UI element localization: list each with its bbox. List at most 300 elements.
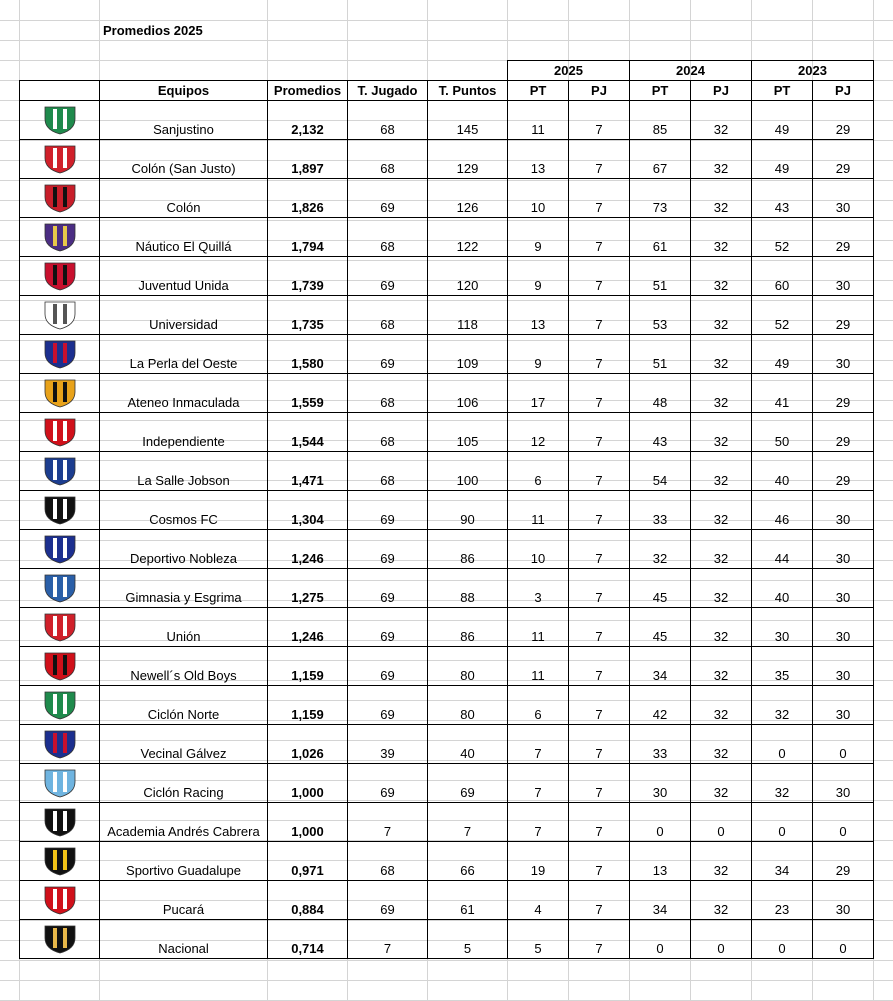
pt-2023-value: 0 xyxy=(752,725,813,764)
pt-2024-header: PT xyxy=(630,81,691,101)
t-puntos-value: 88 xyxy=(428,569,508,608)
pt-2025-value: 6 xyxy=(508,452,569,491)
t-jugado-value: 69 xyxy=(348,647,428,686)
team-row xyxy=(20,179,874,218)
pj-2023-value: 30 xyxy=(813,569,874,608)
team-name: Colón (San Justo) xyxy=(100,140,268,179)
pt-2025-value: 11 xyxy=(508,491,569,530)
pt-2023-value: 60 xyxy=(752,257,813,296)
t-jugado-value: 69 xyxy=(348,686,428,725)
team-row xyxy=(20,140,874,179)
team-row xyxy=(20,452,874,491)
team-logo-cell xyxy=(20,881,100,920)
t-puntos-value: 129 xyxy=(428,140,508,179)
team-crest-icon xyxy=(40,846,80,876)
pt-2023-value: 52 xyxy=(752,296,813,335)
pj-2025-value: 7 xyxy=(569,530,630,569)
t-jugado-value: 68 xyxy=(348,218,428,257)
t-jugado-value: 69 xyxy=(348,608,428,647)
team-crest-icon xyxy=(40,105,80,135)
pj-2023-value: 29 xyxy=(813,452,874,491)
t-jugado-value: 68 xyxy=(348,374,428,413)
team-logo-cell xyxy=(20,374,100,413)
pj-2023-value: 0 xyxy=(813,725,874,764)
t-jugado-value: 7 xyxy=(348,803,428,842)
team-logo-cell xyxy=(20,101,100,140)
pt-2023-value: 23 xyxy=(752,881,813,920)
team-crest-icon xyxy=(40,300,80,330)
pt-2023-value: 44 xyxy=(752,530,813,569)
promedios-header: Promedios xyxy=(268,81,348,101)
team-name: Ciclón Racing xyxy=(100,764,268,803)
t-puntos-value: 126 xyxy=(428,179,508,218)
pj-2024-value: 32 xyxy=(691,374,752,413)
promedio-value: 1,246 xyxy=(268,608,348,647)
t-puntos-value: 7 xyxy=(428,803,508,842)
pt-2023-value: 49 xyxy=(752,140,813,179)
pj-2025-value: 7 xyxy=(569,296,630,335)
t-jugado-value: 68 xyxy=(348,296,428,335)
team-logo-cell xyxy=(20,218,100,257)
pj-2025-value: 7 xyxy=(569,803,630,842)
pj-2025-value: 7 xyxy=(569,569,630,608)
pt-2025-value: 9 xyxy=(508,218,569,257)
pj-2025-value: 7 xyxy=(569,374,630,413)
team-name: Pucará xyxy=(100,881,268,920)
promedio-value: 1,000 xyxy=(268,764,348,803)
promedio-value: 0,884 xyxy=(268,881,348,920)
pj-2025-value: 7 xyxy=(569,413,630,452)
team-logo-cell xyxy=(20,842,100,881)
team-row xyxy=(20,569,874,608)
pj-2024-value: 32 xyxy=(691,608,752,647)
pj-2023-value: 30 xyxy=(813,881,874,920)
pt-2024-value: 73 xyxy=(630,179,691,218)
pt-2024-value: 43 xyxy=(630,413,691,452)
page-title: Promedios 2025 xyxy=(103,23,203,38)
t-jugado-value: 69 xyxy=(348,335,428,374)
pt-2025-value: 6 xyxy=(508,686,569,725)
team-name: Nacional xyxy=(100,920,268,959)
team-logo-cell xyxy=(20,140,100,179)
team-name: Sanjustino xyxy=(100,101,268,140)
pj-2025-value: 7 xyxy=(569,842,630,881)
team-row xyxy=(20,101,874,140)
pj-2023-value: 29 xyxy=(813,413,874,452)
pt-2023-header: PT xyxy=(752,81,813,101)
team-row xyxy=(20,686,874,725)
pj-2023-value: 0 xyxy=(813,920,874,959)
team-name: Sportivo Guadalupe xyxy=(100,842,268,881)
team-crest-icon xyxy=(40,183,80,213)
promedio-value: 1,739 xyxy=(268,257,348,296)
pt-2024-value: 34 xyxy=(630,881,691,920)
team-name: Ateneo Inmaculada xyxy=(100,374,268,413)
pj-2023-value: 30 xyxy=(813,764,874,803)
pt-2023-value: 40 xyxy=(752,569,813,608)
team-row xyxy=(20,218,874,257)
pj-2025-value: 7 xyxy=(569,647,630,686)
pt-2024-value: 30 xyxy=(630,764,691,803)
pj-2024-value: 32 xyxy=(691,413,752,452)
team-crest-icon xyxy=(40,573,80,603)
team-row xyxy=(20,374,874,413)
t-puntos-value: 118 xyxy=(428,296,508,335)
pj-2024-value: 32 xyxy=(691,491,752,530)
pj-2024-value: 32 xyxy=(691,530,752,569)
pj-2025-value: 7 xyxy=(569,686,630,725)
team-logo-cell xyxy=(20,179,100,218)
promedio-value: 1,826 xyxy=(268,179,348,218)
pt-2025-value: 11 xyxy=(508,608,569,647)
team-name: Newell´s Old Boys xyxy=(100,647,268,686)
team-crest-icon xyxy=(40,261,80,291)
pt-2023-value: 32 xyxy=(752,686,813,725)
pj-2024-value: 0 xyxy=(691,920,752,959)
promedio-value: 1,159 xyxy=(268,647,348,686)
t-jugado-value: 68 xyxy=(348,452,428,491)
t-puntos-value: 66 xyxy=(428,842,508,881)
pj-2023-value: 30 xyxy=(813,335,874,374)
pt-2025-value: 19 xyxy=(508,842,569,881)
pj-2024-value: 32 xyxy=(691,140,752,179)
pt-2023-value: 52 xyxy=(752,218,813,257)
t-puntos-value: 105 xyxy=(428,413,508,452)
team-name: Gimnasia y Esgrima xyxy=(100,569,268,608)
team-row xyxy=(20,413,874,452)
pt-2024-value: 33 xyxy=(630,491,691,530)
pt-2023-value: 50 xyxy=(752,413,813,452)
pj-2024-value: 32 xyxy=(691,452,752,491)
team-crest-icon xyxy=(40,144,80,174)
promedio-value: 1,304 xyxy=(268,491,348,530)
pt-2025-value: 10 xyxy=(508,179,569,218)
team-crest-icon xyxy=(40,729,80,759)
pt-2023-value: 0 xyxy=(752,920,813,959)
team-row xyxy=(20,491,874,530)
pj-2024-value: 32 xyxy=(691,881,752,920)
team-row xyxy=(20,296,874,335)
pt-2024-value: 67 xyxy=(630,140,691,179)
logo-column-header xyxy=(20,81,100,101)
pt-2024-value: 48 xyxy=(630,374,691,413)
team-logo-cell xyxy=(20,452,100,491)
t-jugado-value: 68 xyxy=(348,101,428,140)
pt-2024-value: 32 xyxy=(630,530,691,569)
t-puntos-value: 109 xyxy=(428,335,508,374)
pj-2025-value: 7 xyxy=(569,608,630,647)
pj-2023-value: 29 xyxy=(813,374,874,413)
promedio-value: 0,971 xyxy=(268,842,348,881)
pt-2023-value: 40 xyxy=(752,452,813,491)
pj-2023-value: 30 xyxy=(813,530,874,569)
promedio-value: 0,714 xyxy=(268,920,348,959)
team-crest-icon xyxy=(40,339,80,369)
team-crest-icon xyxy=(40,768,80,798)
pt-2023-value: 34 xyxy=(752,842,813,881)
pj-2025-value: 7 xyxy=(569,452,630,491)
promedio-value: 1,897 xyxy=(268,140,348,179)
pt-2023-value: 41 xyxy=(752,374,813,413)
pj-2024-header: PJ xyxy=(691,81,752,101)
team-logo-cell xyxy=(20,764,100,803)
t-puntos-value: 106 xyxy=(428,374,508,413)
pt-2025-value: 17 xyxy=(508,374,569,413)
team-logo-cell xyxy=(20,296,100,335)
team-name: Colón xyxy=(100,179,268,218)
pj-2025-value: 7 xyxy=(569,920,630,959)
pj-2025-value: 7 xyxy=(569,881,630,920)
team-row xyxy=(20,608,874,647)
pt-2024-value: 51 xyxy=(630,257,691,296)
pt-2023-value: 43 xyxy=(752,179,813,218)
pt-2024-value: 34 xyxy=(630,647,691,686)
pj-2024-value: 32 xyxy=(691,647,752,686)
team-logo-cell xyxy=(20,530,100,569)
pt-2025-value: 12 xyxy=(508,413,569,452)
pj-2024-value: 32 xyxy=(691,569,752,608)
pj-2023-value: 29 xyxy=(813,101,874,140)
team-logo-cell xyxy=(20,257,100,296)
pj-2024-value: 32 xyxy=(691,101,752,140)
promedio-value: 1,794 xyxy=(268,218,348,257)
team-name: Universidad xyxy=(100,296,268,335)
pt-2025-value: 4 xyxy=(508,881,569,920)
promedio-value: 2,132 xyxy=(268,101,348,140)
pt-2025-value: 9 xyxy=(508,257,569,296)
pj-2023-value: 29 xyxy=(813,842,874,881)
team-logo-cell xyxy=(20,335,100,374)
pj-2023-value: 29 xyxy=(813,140,874,179)
team-crest-icon xyxy=(40,456,80,486)
t-jugado-value: 69 xyxy=(348,257,428,296)
pj-2025-value: 7 xyxy=(569,491,630,530)
team-crest-icon xyxy=(40,885,80,915)
pj-2023-value: 30 xyxy=(813,647,874,686)
pt-2025-value: 11 xyxy=(508,647,569,686)
pj-2024-value: 32 xyxy=(691,335,752,374)
pj-2023-value: 30 xyxy=(813,491,874,530)
t-jugado-value: 69 xyxy=(348,569,428,608)
pt-2024-value: 33 xyxy=(630,725,691,764)
pt-2025-value: 5 xyxy=(508,920,569,959)
promedio-value: 1,544 xyxy=(268,413,348,452)
pt-2024-value: 0 xyxy=(630,920,691,959)
promedio-value: 1,471 xyxy=(268,452,348,491)
pj-2024-value: 0 xyxy=(691,803,752,842)
team-name: Cosmos FC xyxy=(100,491,268,530)
pj-2024-value: 32 xyxy=(691,686,752,725)
column-header-row xyxy=(20,81,874,101)
pj-2024-value: 32 xyxy=(691,218,752,257)
pt-2023-value: 49 xyxy=(752,335,813,374)
t-puntos-value: 145 xyxy=(428,101,508,140)
pt-2024-value: 53 xyxy=(630,296,691,335)
pj-2025-header: PJ xyxy=(569,81,630,101)
pj-2024-value: 32 xyxy=(691,296,752,335)
team-row xyxy=(20,647,874,686)
team-row xyxy=(20,764,874,803)
t-puntos-value: 100 xyxy=(428,452,508,491)
pj-2023-value: 30 xyxy=(813,686,874,725)
team-row xyxy=(20,803,874,842)
t-jugado-header: T. Jugado xyxy=(348,81,428,101)
year-header-row xyxy=(20,61,874,81)
team-crest-icon xyxy=(40,222,80,252)
pt-2024-value: 42 xyxy=(630,686,691,725)
pj-2023-value: 30 xyxy=(813,257,874,296)
t-puntos-value: 90 xyxy=(428,491,508,530)
pt-2025-header: PT xyxy=(508,81,569,101)
pj-2024-value: 32 xyxy=(691,842,752,881)
pt-2023-value: 35 xyxy=(752,647,813,686)
t-puntos-header: T. Puntos xyxy=(428,81,508,101)
pj-2024-value: 32 xyxy=(691,725,752,764)
pj-2024-value: 32 xyxy=(691,179,752,218)
t-puntos-value: 5 xyxy=(428,920,508,959)
pt-2023-value: 30 xyxy=(752,608,813,647)
equipos-header: Equipos xyxy=(100,81,268,101)
year-2025-header: 2025 xyxy=(508,61,630,81)
team-row xyxy=(20,530,874,569)
pj-2025-value: 7 xyxy=(569,335,630,374)
promedio-value: 1,026 xyxy=(268,725,348,764)
t-jugado-value: 68 xyxy=(348,413,428,452)
pj-2023-value: 0 xyxy=(813,803,874,842)
team-crest-icon xyxy=(40,690,80,720)
t-jugado-value: 7 xyxy=(348,920,428,959)
year-2024-header: 2024 xyxy=(630,61,752,81)
team-logo-cell xyxy=(20,569,100,608)
team-name: Náutico El Quillá xyxy=(100,218,268,257)
t-puntos-value: 80 xyxy=(428,686,508,725)
team-logo-cell xyxy=(20,725,100,764)
team-row xyxy=(20,920,874,959)
pt-2024-value: 0 xyxy=(630,803,691,842)
pt-2025-value: 3 xyxy=(508,569,569,608)
year-2023-header: 2023 xyxy=(752,61,874,81)
pj-2024-value: 32 xyxy=(691,257,752,296)
pt-2024-value: 13 xyxy=(630,842,691,881)
pt-2025-value: 11 xyxy=(508,101,569,140)
promedio-value: 1,735 xyxy=(268,296,348,335)
pt-2025-value: 13 xyxy=(508,296,569,335)
pt-2024-value: 54 xyxy=(630,452,691,491)
t-puntos-value: 86 xyxy=(428,608,508,647)
t-jugado-value: 69 xyxy=(348,179,428,218)
promedio-value: 1,580 xyxy=(268,335,348,374)
pj-2025-value: 7 xyxy=(569,179,630,218)
t-jugado-value: 39 xyxy=(348,725,428,764)
pj-2023-value: 29 xyxy=(813,296,874,335)
promedio-value: 1,000 xyxy=(268,803,348,842)
t-puntos-value: 80 xyxy=(428,647,508,686)
team-crest-icon xyxy=(40,807,80,837)
team-logo-cell xyxy=(20,608,100,647)
pj-2025-value: 7 xyxy=(569,101,630,140)
team-name: Vecinal Gálvez xyxy=(100,725,268,764)
pt-2024-value: 61 xyxy=(630,218,691,257)
pt-2024-value: 85 xyxy=(630,101,691,140)
pt-2025-value: 7 xyxy=(508,764,569,803)
team-crest-icon xyxy=(40,534,80,564)
team-name: La Salle Jobson xyxy=(100,452,268,491)
t-jugado-value: 69 xyxy=(348,881,428,920)
team-logo-cell xyxy=(20,920,100,959)
t-puntos-value: 61 xyxy=(428,881,508,920)
team-crest-icon xyxy=(40,417,80,447)
team-row xyxy=(20,257,874,296)
standings-table xyxy=(19,60,874,959)
pt-2024-value: 45 xyxy=(630,569,691,608)
pj-2023-value: 29 xyxy=(813,218,874,257)
pt-2023-value: 46 xyxy=(752,491,813,530)
pt-2025-value: 13 xyxy=(508,140,569,179)
t-puntos-value: 122 xyxy=(428,218,508,257)
team-name: Ciclón Norte xyxy=(100,686,268,725)
pt-2023-value: 32 xyxy=(752,764,813,803)
t-puntos-value: 120 xyxy=(428,257,508,296)
team-crest-icon xyxy=(40,378,80,408)
team-row xyxy=(20,881,874,920)
team-crest-icon xyxy=(40,924,80,954)
pj-2023-value: 30 xyxy=(813,608,874,647)
team-row xyxy=(20,725,874,764)
team-name: Deportivo Nobleza xyxy=(100,530,268,569)
promedio-value: 1,159 xyxy=(268,686,348,725)
team-logo-cell xyxy=(20,647,100,686)
pj-2025-value: 7 xyxy=(569,725,630,764)
t-puntos-value: 69 xyxy=(428,764,508,803)
team-name: Unión xyxy=(100,608,268,647)
promedio-value: 1,559 xyxy=(268,374,348,413)
team-logo-cell xyxy=(20,803,100,842)
team-crest-icon xyxy=(40,612,80,642)
t-jugado-value: 68 xyxy=(348,140,428,179)
promedio-value: 1,246 xyxy=(268,530,348,569)
pt-2023-value: 0 xyxy=(752,803,813,842)
team-logo-cell xyxy=(20,413,100,452)
team-name: Academia Andrés Cabrera xyxy=(100,803,268,842)
t-jugado-value: 69 xyxy=(348,530,428,569)
t-puntos-value: 40 xyxy=(428,725,508,764)
pt-2025-value: 10 xyxy=(508,530,569,569)
pj-2024-value: 32 xyxy=(691,764,752,803)
promedio-value: 1,275 xyxy=(268,569,348,608)
pt-2025-value: 7 xyxy=(508,725,569,764)
pj-2025-value: 7 xyxy=(569,140,630,179)
pj-2023-header: PJ xyxy=(813,81,874,101)
pt-2024-value: 45 xyxy=(630,608,691,647)
pt-2025-value: 7 xyxy=(508,803,569,842)
team-row xyxy=(20,842,874,881)
t-puntos-value: 86 xyxy=(428,530,508,569)
team-name: Independiente xyxy=(100,413,268,452)
team-row xyxy=(20,335,874,374)
pt-2025-value: 9 xyxy=(508,335,569,374)
pt-2023-value: 49 xyxy=(752,101,813,140)
pj-2025-value: 7 xyxy=(569,218,630,257)
team-crest-icon xyxy=(40,495,80,525)
team-name: La Perla del Oeste xyxy=(100,335,268,374)
t-jugado-value: 69 xyxy=(348,764,428,803)
team-crest-icon xyxy=(40,651,80,681)
pt-2024-value: 51 xyxy=(630,335,691,374)
pj-2025-value: 7 xyxy=(569,257,630,296)
pj-2025-value: 7 xyxy=(569,764,630,803)
team-name: Juventud Unida xyxy=(100,257,268,296)
team-logo-cell xyxy=(20,686,100,725)
